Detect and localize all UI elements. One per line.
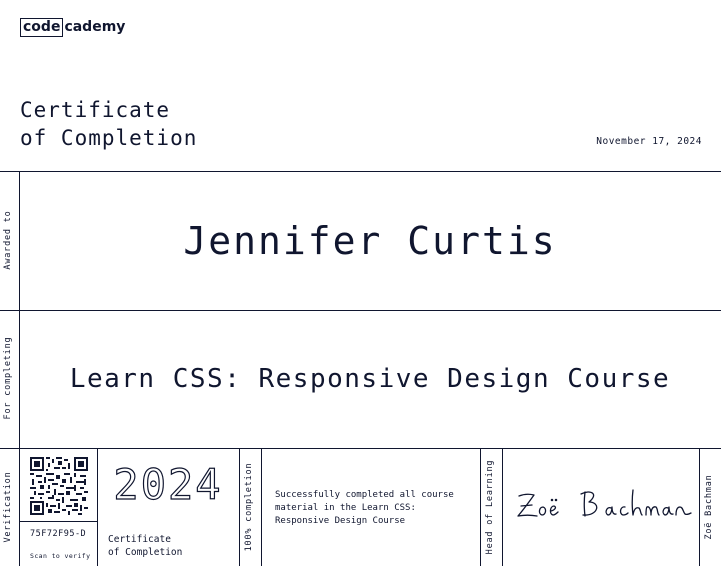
completion-description: Successfully completed all course material in the Learn CSS: Responsive Design Course — [275, 490, 454, 526]
footer-line-2 — [239, 448, 240, 566]
head-of-learning-label: Head of Learning — [485, 459, 495, 555]
signature-image — [515, 480, 693, 530]
certificate-small-title: Certificate of Completion — [108, 534, 183, 558]
recipient-name: Jennifer Curtis — [183, 218, 557, 263]
qr-code-icon[interactable] — [30, 457, 88, 515]
certificate-title: Certificate of Completion — [20, 98, 198, 150]
qr-divider — [20, 521, 97, 522]
footer-line-6 — [699, 448, 700, 566]
for-completing-label: For completing — [3, 336, 13, 420]
certificate-date: November 17, 2024 — [596, 136, 702, 147]
logo-box-text: code — [20, 18, 63, 37]
completion-label: 100% completion — [244, 462, 254, 552]
certificate-year: 2024 — [113, 460, 223, 509]
footer-line-3 — [261, 448, 262, 566]
divider-bottom — [0, 448, 721, 449]
codecademy-logo — [20, 17, 125, 37]
scan-to-verify-text: Scan to verify — [30, 552, 91, 560]
awarded-to-label: Awarded to — [3, 210, 13, 270]
verification-code: 75F72F95-D — [30, 529, 87, 539]
footer-line-4 — [480, 448, 481, 566]
footer-line-5 — [502, 448, 503, 566]
signer-name-label: Zoë Bachman — [704, 474, 714, 540]
course-name: Learn CSS: Responsive Design Course — [69, 364, 671, 394]
verification-label: Verification — [3, 471, 13, 543]
logo-rest-text: cademy — [64, 18, 126, 35]
